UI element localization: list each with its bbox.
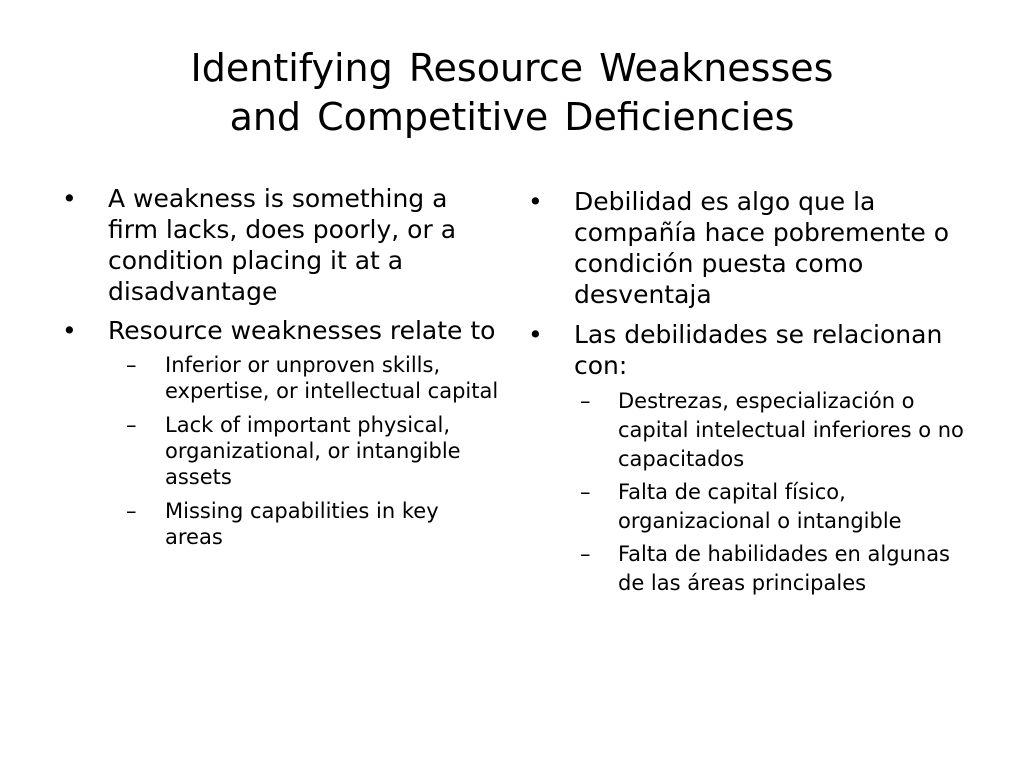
left-sub-item-1: [60, 352, 500, 404]
dash-marker: –: [580, 480, 591, 504]
right-bullet-2: [526, 319, 972, 598]
left-sub-item-1-text: Inferior or unproven skills, expertise, or intellectual capital: [165, 353, 499, 403]
right-bullet-2-text: Las debilidades se relacionan con:: [574, 320, 943, 380]
left-sub-item-3: [60, 498, 500, 550]
slide-title: [60, 44, 964, 142]
right-sub-item-2-text: Falta de capital físico, organizacional o intangible: [618, 480, 902, 533]
bullet-marker: •: [528, 187, 543, 216]
right-sub-item-1-text: Destrezas, especialización o capital intelectual inferiores o no capacitados: [618, 389, 964, 471]
right-sub-item-3: [526, 540, 972, 598]
dash-marker: –: [580, 389, 591, 413]
left-sub-item-2-text: Lack of important physical, organizational, or intangible assets: [165, 413, 461, 489]
right-sub-item-1: [526, 387, 972, 474]
title-line-1: Identifying Resource Weaknesses: [190, 46, 834, 90]
left-bullet-2: [60, 315, 500, 550]
dash-marker: –: [580, 542, 591, 566]
title-line-2: and Competitive Deficiencies: [229, 95, 795, 139]
bullet-marker: •: [62, 184, 77, 213]
right-bullet-1: [526, 186, 972, 310]
bullet-marker: •: [62, 316, 77, 345]
left-bullet-1-text: A weakness is something a firm lacks, does poorly, or a condition placing it at a disadvantage: [108, 184, 457, 306]
bullet-marker: •: [528, 320, 543, 349]
left-column-list: [60, 183, 500, 558]
dash-marker: –: [126, 413, 137, 437]
left-bullet-1: [60, 183, 500, 307]
left-bullet-2-text: Resource weaknesses relate to: [108, 316, 496, 345]
left-sublist: [60, 352, 500, 550]
left-sub-item-3-text: Missing capabilities in key areas: [165, 499, 439, 549]
right-sublist: [526, 387, 972, 598]
right-sub-item-2: [526, 478, 972, 536]
right-bullet-1-text: Debilidad es algo que la compañía hace pobremente o condición puesta como desventaja: [574, 187, 950, 309]
left-sub-item-2: [60, 412, 500, 490]
right-column-list: [526, 186, 972, 607]
dash-marker: –: [126, 499, 137, 523]
dash-marker: –: [126, 353, 137, 377]
right-sub-item-3-text: Falta de habilidades en algunas de las áreas principales: [618, 542, 951, 595]
